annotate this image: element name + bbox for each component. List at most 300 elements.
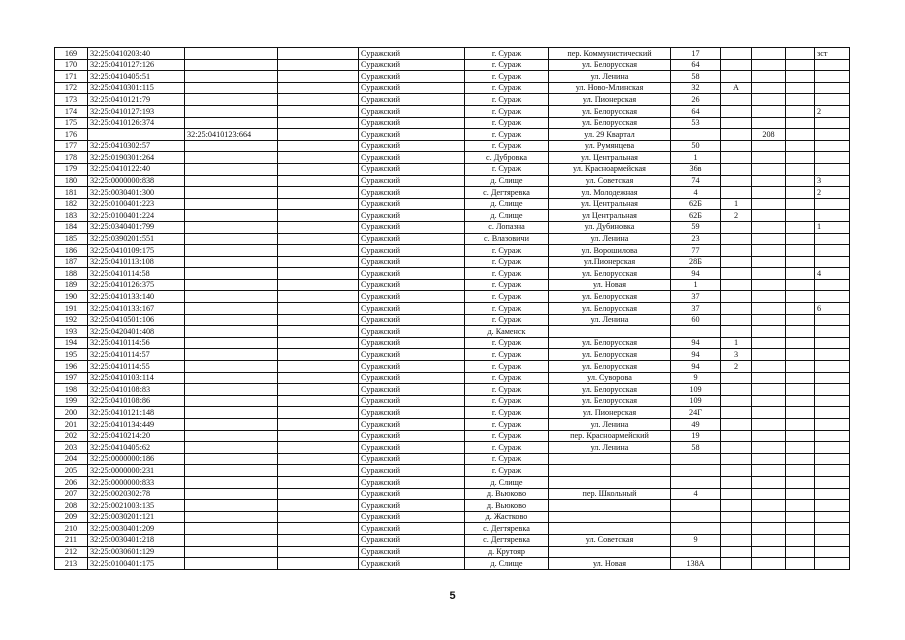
district-cell: Суражский [359, 210, 465, 222]
district-cell: Суражский [359, 48, 465, 60]
house-number-cell: 37 [671, 291, 721, 303]
row-number-cell: 189 [55, 279, 88, 291]
street-cell: ул. Ленина [549, 233, 671, 245]
street-cell: ул. Белорусская [549, 59, 671, 71]
empty-cell-cell [278, 523, 359, 535]
district-cell: Суражский [359, 407, 465, 419]
district-cell: Суражский [359, 175, 465, 187]
district-cell: Суражский [359, 476, 465, 488]
apartment-cell [752, 48, 786, 60]
extra-cell [786, 326, 815, 338]
empty-cell-cell [278, 395, 359, 407]
cadastral-number-alt-cell [185, 268, 278, 280]
apartment-cell: 208 [752, 129, 786, 141]
table-row [55, 256, 850, 268]
row-number-cell: 175 [55, 117, 88, 129]
row-number-cell: 212 [55, 546, 88, 558]
table-row [55, 558, 850, 570]
cadastral-number-cell: 32:25:0410133:140 [88, 291, 185, 303]
cadastral-number-alt-cell [185, 442, 278, 454]
row-number-cell: 206 [55, 476, 88, 488]
building-letter-cell [721, 233, 752, 245]
cadastral-number-alt-cell [185, 361, 278, 373]
apartment-cell [752, 465, 786, 477]
row-number-cell: 197 [55, 372, 88, 384]
empty-cell-cell [278, 407, 359, 419]
empty-cell-cell [278, 71, 359, 83]
cadastral-number-alt-cell: 32:25:0410123:664 [185, 129, 278, 141]
table-row [55, 534, 850, 546]
row-number-cell: 199 [55, 395, 88, 407]
note-cell [815, 511, 850, 523]
table-row [55, 117, 850, 129]
table-row [55, 442, 850, 454]
settlement-cell: г. Сураж [465, 105, 549, 117]
street-cell [549, 546, 671, 558]
apartment-cell [752, 187, 786, 199]
cadastral-number-cell: 32:25:0410114:58 [88, 268, 185, 280]
apartment-cell [752, 442, 786, 454]
note-cell [815, 534, 850, 546]
district-cell: Суражский [359, 488, 465, 500]
cadastral-number-cell: 32:25:0410126:374 [88, 117, 185, 129]
street-cell: ул. Румянцева [549, 140, 671, 152]
table-row [55, 105, 850, 117]
extra-cell [786, 476, 815, 488]
street-cell: ул. Белорусская [549, 395, 671, 407]
cadastral-number-cell: 32:25:0030401:209 [88, 523, 185, 535]
empty-cell-cell [278, 233, 359, 245]
table-row [55, 476, 850, 488]
apartment-cell [752, 210, 786, 222]
note-cell [815, 245, 850, 257]
street-cell: ул. Новая [549, 558, 671, 570]
cadastral-number-cell: 32:25:0410501:106 [88, 314, 185, 326]
note-cell [815, 233, 850, 245]
cadastral-number-cell: 32:25:0410108:83 [88, 384, 185, 396]
building-letter-cell [721, 129, 752, 141]
settlement-cell: д. Жастково [465, 511, 549, 523]
street-cell: ул. Советская [549, 175, 671, 187]
apartment-cell [752, 175, 786, 187]
table-row [55, 48, 850, 60]
street-cell: ул. Суворова [549, 372, 671, 384]
table-row [55, 187, 850, 199]
extra-cell [786, 372, 815, 384]
street-cell: ул. Белорусская [549, 361, 671, 373]
extra-cell [786, 558, 815, 570]
cadastral-number-alt-cell [185, 152, 278, 164]
district-cell: Суражский [359, 500, 465, 512]
empty-cell-cell [278, 256, 359, 268]
cadastral-number-alt-cell [185, 233, 278, 245]
table-row [55, 395, 850, 407]
extra-cell [786, 523, 815, 535]
building-letter-cell [721, 48, 752, 60]
row-number-cell: 182 [55, 198, 88, 210]
empty-cell-cell [278, 476, 359, 488]
empty-cell-cell [278, 105, 359, 117]
cadastral-number-alt-cell [185, 453, 278, 465]
table-row [55, 314, 850, 326]
district-cell: Суражский [359, 419, 465, 431]
empty-cell-cell [278, 442, 359, 454]
house-number-cell: 58 [671, 71, 721, 83]
district-cell: Суражский [359, 361, 465, 373]
house-number-cell: 26 [671, 94, 721, 106]
cadastral-number-alt-cell [185, 314, 278, 326]
street-cell: ул. 29 Квартал [549, 129, 671, 141]
house-number-cell [671, 129, 721, 141]
empty-cell-cell [278, 129, 359, 141]
house-number-cell: 4 [671, 187, 721, 199]
cadastral-number-alt-cell [185, 140, 278, 152]
cadastral-number-cell: 32:25:0410134:449 [88, 419, 185, 431]
house-number-cell: 9 [671, 372, 721, 384]
cadastral-number-cell: 32:25:0030601:129 [88, 546, 185, 558]
extra-cell [786, 82, 815, 94]
table-row [55, 303, 850, 315]
cadastral-number-cell: 32:25:0410127:193 [88, 105, 185, 117]
extra-cell [786, 337, 815, 349]
note-cell: 3 [815, 175, 850, 187]
table-row [55, 453, 850, 465]
district-cell: Суражский [359, 384, 465, 396]
house-number-cell: 1 [671, 279, 721, 291]
table-row [55, 523, 850, 535]
house-number-cell: 64 [671, 105, 721, 117]
cadastral-number-cell: 32:25:0410121:79 [88, 94, 185, 106]
note-cell [815, 314, 850, 326]
apartment-cell [752, 523, 786, 535]
apartment-cell [752, 326, 786, 338]
building-letter-cell [721, 488, 752, 500]
street-cell: ул. Ленина [549, 71, 671, 83]
district-cell: Суражский [359, 198, 465, 210]
note-cell: 6 [815, 303, 850, 315]
district-cell: Суражский [359, 105, 465, 117]
apartment-cell [752, 407, 786, 419]
cadastral-number-alt-cell [185, 546, 278, 558]
house-number-cell: 109 [671, 384, 721, 396]
empty-cell-cell [278, 430, 359, 442]
street-cell: ул. Белорусская [549, 117, 671, 129]
table-row [55, 407, 850, 419]
extra-cell [786, 48, 815, 60]
house-number-cell: 58 [671, 442, 721, 454]
extra-cell [786, 175, 815, 187]
apartment-cell [752, 488, 786, 500]
cadastral-number-alt-cell [185, 187, 278, 199]
house-number-cell: 50 [671, 140, 721, 152]
district-cell: Суражский [359, 314, 465, 326]
extra-cell [786, 221, 815, 233]
building-letter-cell [721, 558, 752, 570]
extra-cell [786, 384, 815, 396]
settlement-cell: с. Дегтяревка [465, 534, 549, 546]
apartment-cell [752, 558, 786, 570]
settlement-cell: г. Сураж [465, 59, 549, 71]
building-letter-cell [721, 268, 752, 280]
apartment-cell [752, 245, 786, 257]
building-letter-cell [721, 395, 752, 407]
note-cell [815, 523, 850, 535]
extra-cell [786, 233, 815, 245]
building-letter-cell: 3 [721, 349, 752, 361]
street-cell: ул Центральная [549, 210, 671, 222]
cadastral-number-alt-cell [185, 349, 278, 361]
empty-cell-cell [278, 326, 359, 338]
apartment-cell [752, 361, 786, 373]
note-cell [815, 453, 850, 465]
table-row [55, 129, 850, 141]
district-cell: Суражский [359, 465, 465, 477]
settlement-cell: д. Слище [465, 558, 549, 570]
cadastral-number-cell: 32:25:0410114:57 [88, 349, 185, 361]
settlement-cell: г. Сураж [465, 372, 549, 384]
empty-cell-cell [278, 488, 359, 500]
note-cell [815, 210, 850, 222]
row-number-cell: 184 [55, 221, 88, 233]
row-number-cell: 213 [55, 558, 88, 570]
building-letter-cell [721, 442, 752, 454]
district-cell: Суражский [359, 511, 465, 523]
apartment-cell [752, 314, 786, 326]
note-cell: 4 [815, 268, 850, 280]
cadastral-number-cell: 32:25:0390201:551 [88, 233, 185, 245]
house-number-cell [671, 511, 721, 523]
house-number-cell [671, 500, 721, 512]
street-cell: ул. Ново-Млинская [549, 82, 671, 94]
table-row [55, 221, 850, 233]
cadastral-number-cell: 32:25:0410214:20 [88, 430, 185, 442]
district-cell: Суражский [359, 152, 465, 164]
district-cell: Суражский [359, 303, 465, 315]
cadastral-number-cell: 32:25:0410114:56 [88, 337, 185, 349]
cadastral-number-cell: 32:25:0410203:40 [88, 48, 185, 60]
note-cell [815, 465, 850, 477]
table-row [55, 152, 850, 164]
row-number-cell: 179 [55, 163, 88, 175]
cadastral-number-alt-cell [185, 558, 278, 570]
cadastral-number-alt-cell [185, 523, 278, 535]
house-number-cell: 77 [671, 245, 721, 257]
house-number-cell: 94 [671, 268, 721, 280]
row-number-cell: 204 [55, 453, 88, 465]
note-cell [815, 163, 850, 175]
table-body [55, 48, 850, 570]
building-letter-cell: 2 [721, 210, 752, 222]
empty-cell-cell [278, 245, 359, 257]
house-number-cell: 53 [671, 117, 721, 129]
cadastral-number-cell: 32:25:0410122:40 [88, 163, 185, 175]
extra-cell [786, 465, 815, 477]
settlement-cell: г. Сураж [465, 71, 549, 83]
extra-cell [786, 94, 815, 106]
cadastral-number-cell: 32:25:0000000:186 [88, 453, 185, 465]
apartment-cell [752, 198, 786, 210]
extra-cell [786, 71, 815, 83]
cadastral-number-alt-cell [185, 256, 278, 268]
building-letter-cell [721, 314, 752, 326]
note-cell [815, 59, 850, 71]
row-number-cell: 187 [55, 256, 88, 268]
note-cell: 2 [815, 105, 850, 117]
extra-cell [786, 500, 815, 512]
empty-cell-cell [278, 558, 359, 570]
cadastral-number-alt-cell [185, 71, 278, 83]
settlement-cell: д. Слище [465, 210, 549, 222]
settlement-cell: г. Сураж [465, 291, 549, 303]
street-cell: ул. Белорусская [549, 291, 671, 303]
cadastral-number-cell: 32:25:0030201:121 [88, 511, 185, 523]
row-number-cell: 196 [55, 361, 88, 373]
street-cell: ул. Центральная [549, 152, 671, 164]
street-cell: ул. Новая [549, 279, 671, 291]
building-letter-cell [721, 534, 752, 546]
settlement-cell: г. Сураж [465, 407, 549, 419]
apartment-cell [752, 152, 786, 164]
row-number-cell: 209 [55, 511, 88, 523]
building-letter-cell [721, 117, 752, 129]
street-cell [549, 500, 671, 512]
street-cell: ул. Красноармейская [549, 163, 671, 175]
cadastral-number-alt-cell [185, 59, 278, 71]
building-letter-cell [721, 523, 752, 535]
settlement-cell: г. Сураж [465, 419, 549, 431]
cadastral-number-alt-cell [185, 337, 278, 349]
building-letter-cell [721, 256, 752, 268]
building-letter-cell: 1 [721, 337, 752, 349]
note-cell [815, 129, 850, 141]
cadastral-number-alt-cell [185, 48, 278, 60]
district-cell: Суражский [359, 221, 465, 233]
note-cell: зст [815, 48, 850, 60]
settlement-cell: г. Сураж [465, 337, 549, 349]
settlement-cell: г. Сураж [465, 117, 549, 129]
settlement-cell: г. Сураж [465, 430, 549, 442]
note-cell [815, 279, 850, 291]
apartment-cell [752, 384, 786, 396]
district-cell: Суражский [359, 94, 465, 106]
cadastral-number-alt-cell [185, 395, 278, 407]
cadastral-number-alt-cell [185, 221, 278, 233]
note-cell [815, 407, 850, 419]
extra-cell [786, 488, 815, 500]
note-cell [815, 82, 850, 94]
note-cell [815, 430, 850, 442]
street-cell: ул. Пионерская [549, 94, 671, 106]
cadastral-number-cell: 32:25:0410109:175 [88, 245, 185, 257]
cadastral-number-alt-cell [185, 488, 278, 500]
district-cell: Суражский [359, 82, 465, 94]
street-cell: ул. Дубиновка [549, 221, 671, 233]
table-row [55, 419, 850, 431]
table-row [55, 233, 850, 245]
empty-cell-cell [278, 152, 359, 164]
note-cell [815, 361, 850, 373]
building-letter-cell [721, 453, 752, 465]
settlement-cell: г. Сураж [465, 384, 549, 396]
note-cell [815, 256, 850, 268]
building-letter-cell [721, 303, 752, 315]
note-cell [815, 488, 850, 500]
cadastral-number-cell: 32:25:0100401:223 [88, 198, 185, 210]
apartment-cell [752, 534, 786, 546]
street-cell: пер. Школьный [549, 488, 671, 500]
settlement-cell: с. Дегтяревка [465, 187, 549, 199]
house-number-cell [671, 476, 721, 488]
row-number-cell: 208 [55, 500, 88, 512]
street-cell [549, 511, 671, 523]
apartment-cell [752, 511, 786, 523]
building-letter-cell [721, 291, 752, 303]
cadastral-number-cell: 32:25:0021003:135 [88, 500, 185, 512]
apartment-cell [752, 82, 786, 94]
empty-cell-cell [278, 546, 359, 558]
cadastral-number-alt-cell [185, 303, 278, 315]
cadastral-number-cell: 32:25:0410114:55 [88, 361, 185, 373]
extra-cell [786, 245, 815, 257]
settlement-cell: г. Сураж [465, 361, 549, 373]
house-number-cell: 1 [671, 152, 721, 164]
note-cell [815, 372, 850, 384]
district-cell: Суражский [359, 326, 465, 338]
empty-cell-cell [278, 372, 359, 384]
cadastral-number-alt-cell [185, 511, 278, 523]
settlement-cell: г. Сураж [465, 395, 549, 407]
building-letter-cell [721, 511, 752, 523]
settlement-cell: г. Сураж [465, 94, 549, 106]
cadastral-number-alt-cell [185, 465, 278, 477]
house-number-cell: 64 [671, 59, 721, 71]
note-cell [815, 117, 850, 129]
row-number-cell: 185 [55, 233, 88, 245]
apartment-cell [752, 546, 786, 558]
cadastral-number-cell: 32:25:0100401:175 [88, 558, 185, 570]
note-cell [815, 94, 850, 106]
district-cell: Суражский [359, 291, 465, 303]
note-cell [815, 152, 850, 164]
row-number-cell: 173 [55, 94, 88, 106]
house-number-cell: 59 [671, 221, 721, 233]
empty-cell-cell [278, 268, 359, 280]
street-cell: ул. Ленина [549, 419, 671, 431]
building-letter-cell [721, 326, 752, 338]
empty-cell-cell [278, 314, 359, 326]
row-number-cell: 181 [55, 187, 88, 199]
building-letter-cell [721, 59, 752, 71]
street-cell: ул. Белорусская [549, 105, 671, 117]
apartment-cell [752, 233, 786, 245]
cadastral-number-cell: 32:25:0190301:264 [88, 152, 185, 164]
house-number-cell: 19 [671, 430, 721, 442]
apartment-cell [752, 105, 786, 117]
house-number-cell: 94 [671, 337, 721, 349]
cadastral-number-cell: 32:25:0410108:86 [88, 395, 185, 407]
table-row [55, 372, 850, 384]
street-cell: ул. Ворошилова [549, 245, 671, 257]
extra-cell [786, 349, 815, 361]
apartment-cell [752, 430, 786, 442]
extra-cell [786, 395, 815, 407]
note-cell: 2 [815, 187, 850, 199]
house-number-cell: 24Г [671, 407, 721, 419]
row-number-cell: 210 [55, 523, 88, 535]
house-number-cell [671, 546, 721, 558]
settlement-cell: г. Сураж [465, 140, 549, 152]
extra-cell [786, 314, 815, 326]
